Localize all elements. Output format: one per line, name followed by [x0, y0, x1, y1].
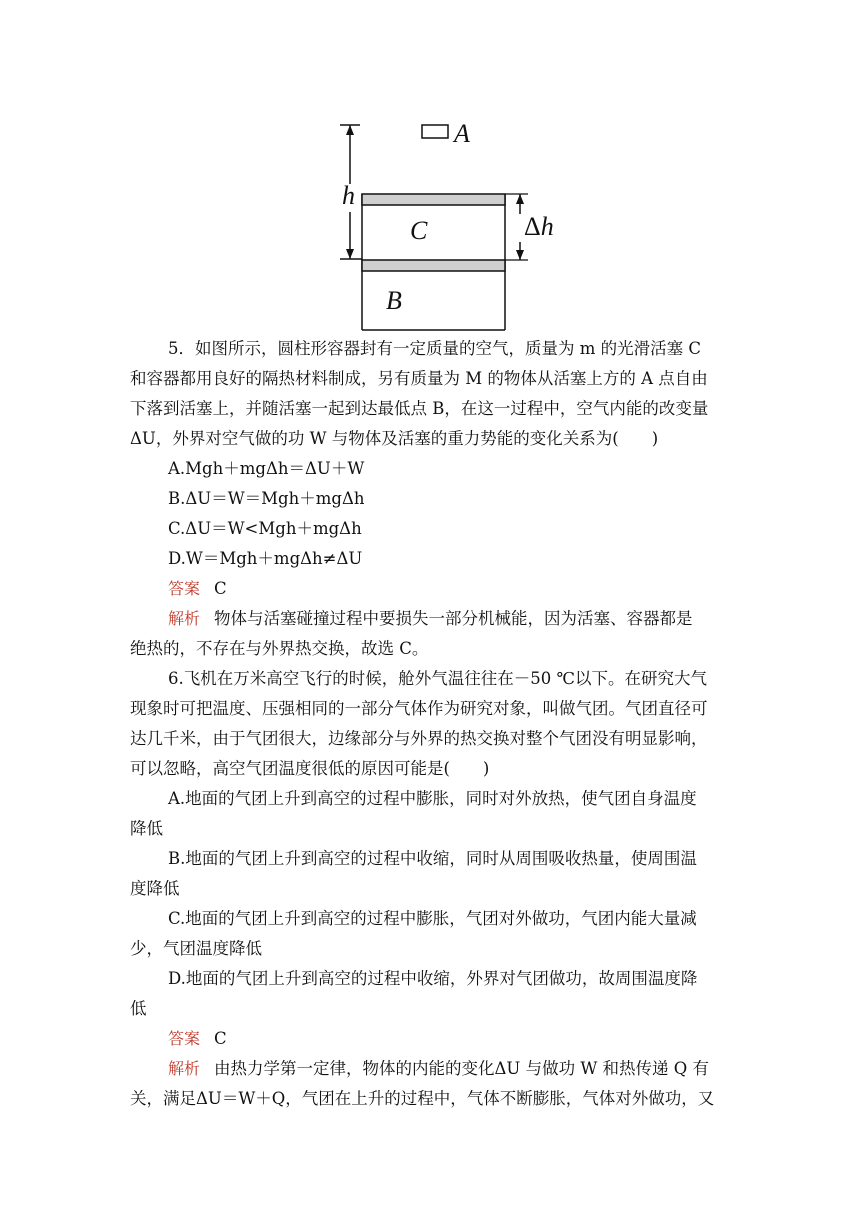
- label-delta-h: Δh: [524, 212, 554, 241]
- q6-option-b-line-2: 度降低: [130, 879, 180, 898]
- upper-piston: [362, 194, 505, 205]
- analysis-tag: 解析: [168, 609, 201, 628]
- h-arrowhead-down: [346, 249, 354, 259]
- q6-stem-line-4: 可以忽略，高空气团温度很低的原因可能是( ): [130, 759, 490, 778]
- dh-arrowhead-down: [516, 250, 524, 260]
- q5-analysis-line-1: [130, 604, 732, 634]
- h-arrowhead-up: [346, 125, 354, 135]
- q6-option-b-line-1: B.地面的气团上升到高空的过程中收缩，同时从周围吸收热量，使周围温: [168, 849, 697, 868]
- analysis-text: 物体与活塞碰撞过程中要损失一部分机械能，因为活塞、容器都是: [214, 609, 693, 628]
- q6-option-c-line-2: 少，气团温度降低: [130, 939, 262, 958]
- q5-stem-line-4: ΔU，外界对空气做的功 W 与物体及活塞的重力势能的变化关系为( ): [130, 429, 659, 448]
- label-h: h: [342, 181, 355, 210]
- q6-option-d-line-1: D.地面的气团上升到高空的过程中收缩，外界对气团做功，故周围温度降: [168, 969, 698, 988]
- q6-option-a-line-2: 降低: [130, 819, 163, 838]
- q5-option-d: D.W＝Mgh＋mgΔh≠ΔU: [168, 549, 363, 568]
- label-c: C: [410, 216, 428, 245]
- q6-option-d-line-2: 低: [130, 999, 147, 1018]
- q5-answer: [130, 574, 732, 604]
- q5-stem-line-1: 5．如图所示，圆柱形容器封有一定质量的空气，质量为 m 的光滑活塞 C: [168, 339, 702, 358]
- object-a-box: [422, 125, 448, 138]
- piston-diagram: [328, 104, 568, 344]
- q6-analysis-line-2: 关，满足ΔU＝W＋Q，气团在上升的过程中，气体不断膨胀，气体对外做功，又: [130, 1089, 715, 1108]
- label-b: B: [386, 286, 402, 315]
- analysis-tag: 解析: [168, 1059, 201, 1078]
- q6-stem-line-3: 达几千米，由于气团很大，边缘部分与外界的热交换对整个气团没有明显影响，: [130, 729, 708, 748]
- document-body: [130, 334, 732, 1114]
- q5-stem-line-3: 下落到活塞上，并随活塞一起到达最低点 B，在这一过程中，空气内能的改变量: [130, 399, 709, 418]
- answer-tag: 答案: [168, 1029, 201, 1048]
- dh-arrowhead-up: [516, 194, 524, 204]
- answer-value: C: [214, 1029, 227, 1048]
- q6-stem-line-1: 6.飞机在万米高空飞行的时候，舱外气温往往在－50 ℃以下。在研究大气: [168, 669, 707, 688]
- q6-stem-line-2: 现象时可把温度、压强相同的一部分气体作为研究对象，叫做气团。气团直径可: [130, 699, 708, 718]
- q6-analysis-line-1: [130, 1054, 732, 1084]
- analysis-text: 由热力学第一定律，物体的内能的变化ΔU 与做功 W 和热传递 Q 有: [214, 1059, 710, 1078]
- q5-analysis-line-2: 绝热的，不存在与外界热交换，故选 C。: [130, 639, 429, 658]
- q5-option-a: A.Mgh＋mgΔh＝ΔU＋W: [168, 459, 365, 478]
- q6-answer: [130, 1024, 732, 1054]
- answer-tag: 答案: [168, 579, 201, 598]
- lower-piston: [362, 260, 505, 271]
- q5-stem-line-2: 和容器都用良好的隔热材料制成，另有质量为 M 的物体从活塞上方的 A 点自由: [130, 369, 708, 388]
- answer-value: C: [214, 579, 227, 598]
- q6-option-a-line-1: A.地面的气团上升到高空的过程中膨胀，同时对外放热，使气团自身温度: [168, 789, 697, 808]
- label-a: A: [454, 119, 470, 148]
- q5-option-c: C.ΔU＝W<Mgh＋mgΔh: [168, 519, 362, 538]
- q6-option-c-line-1: C.地面的气团上升到高空的过程中膨胀，气团对外做功，气团内能大量减: [168, 909, 697, 928]
- q5-option-b: B.ΔU＝W＝Mgh＋mgΔh: [168, 489, 365, 508]
